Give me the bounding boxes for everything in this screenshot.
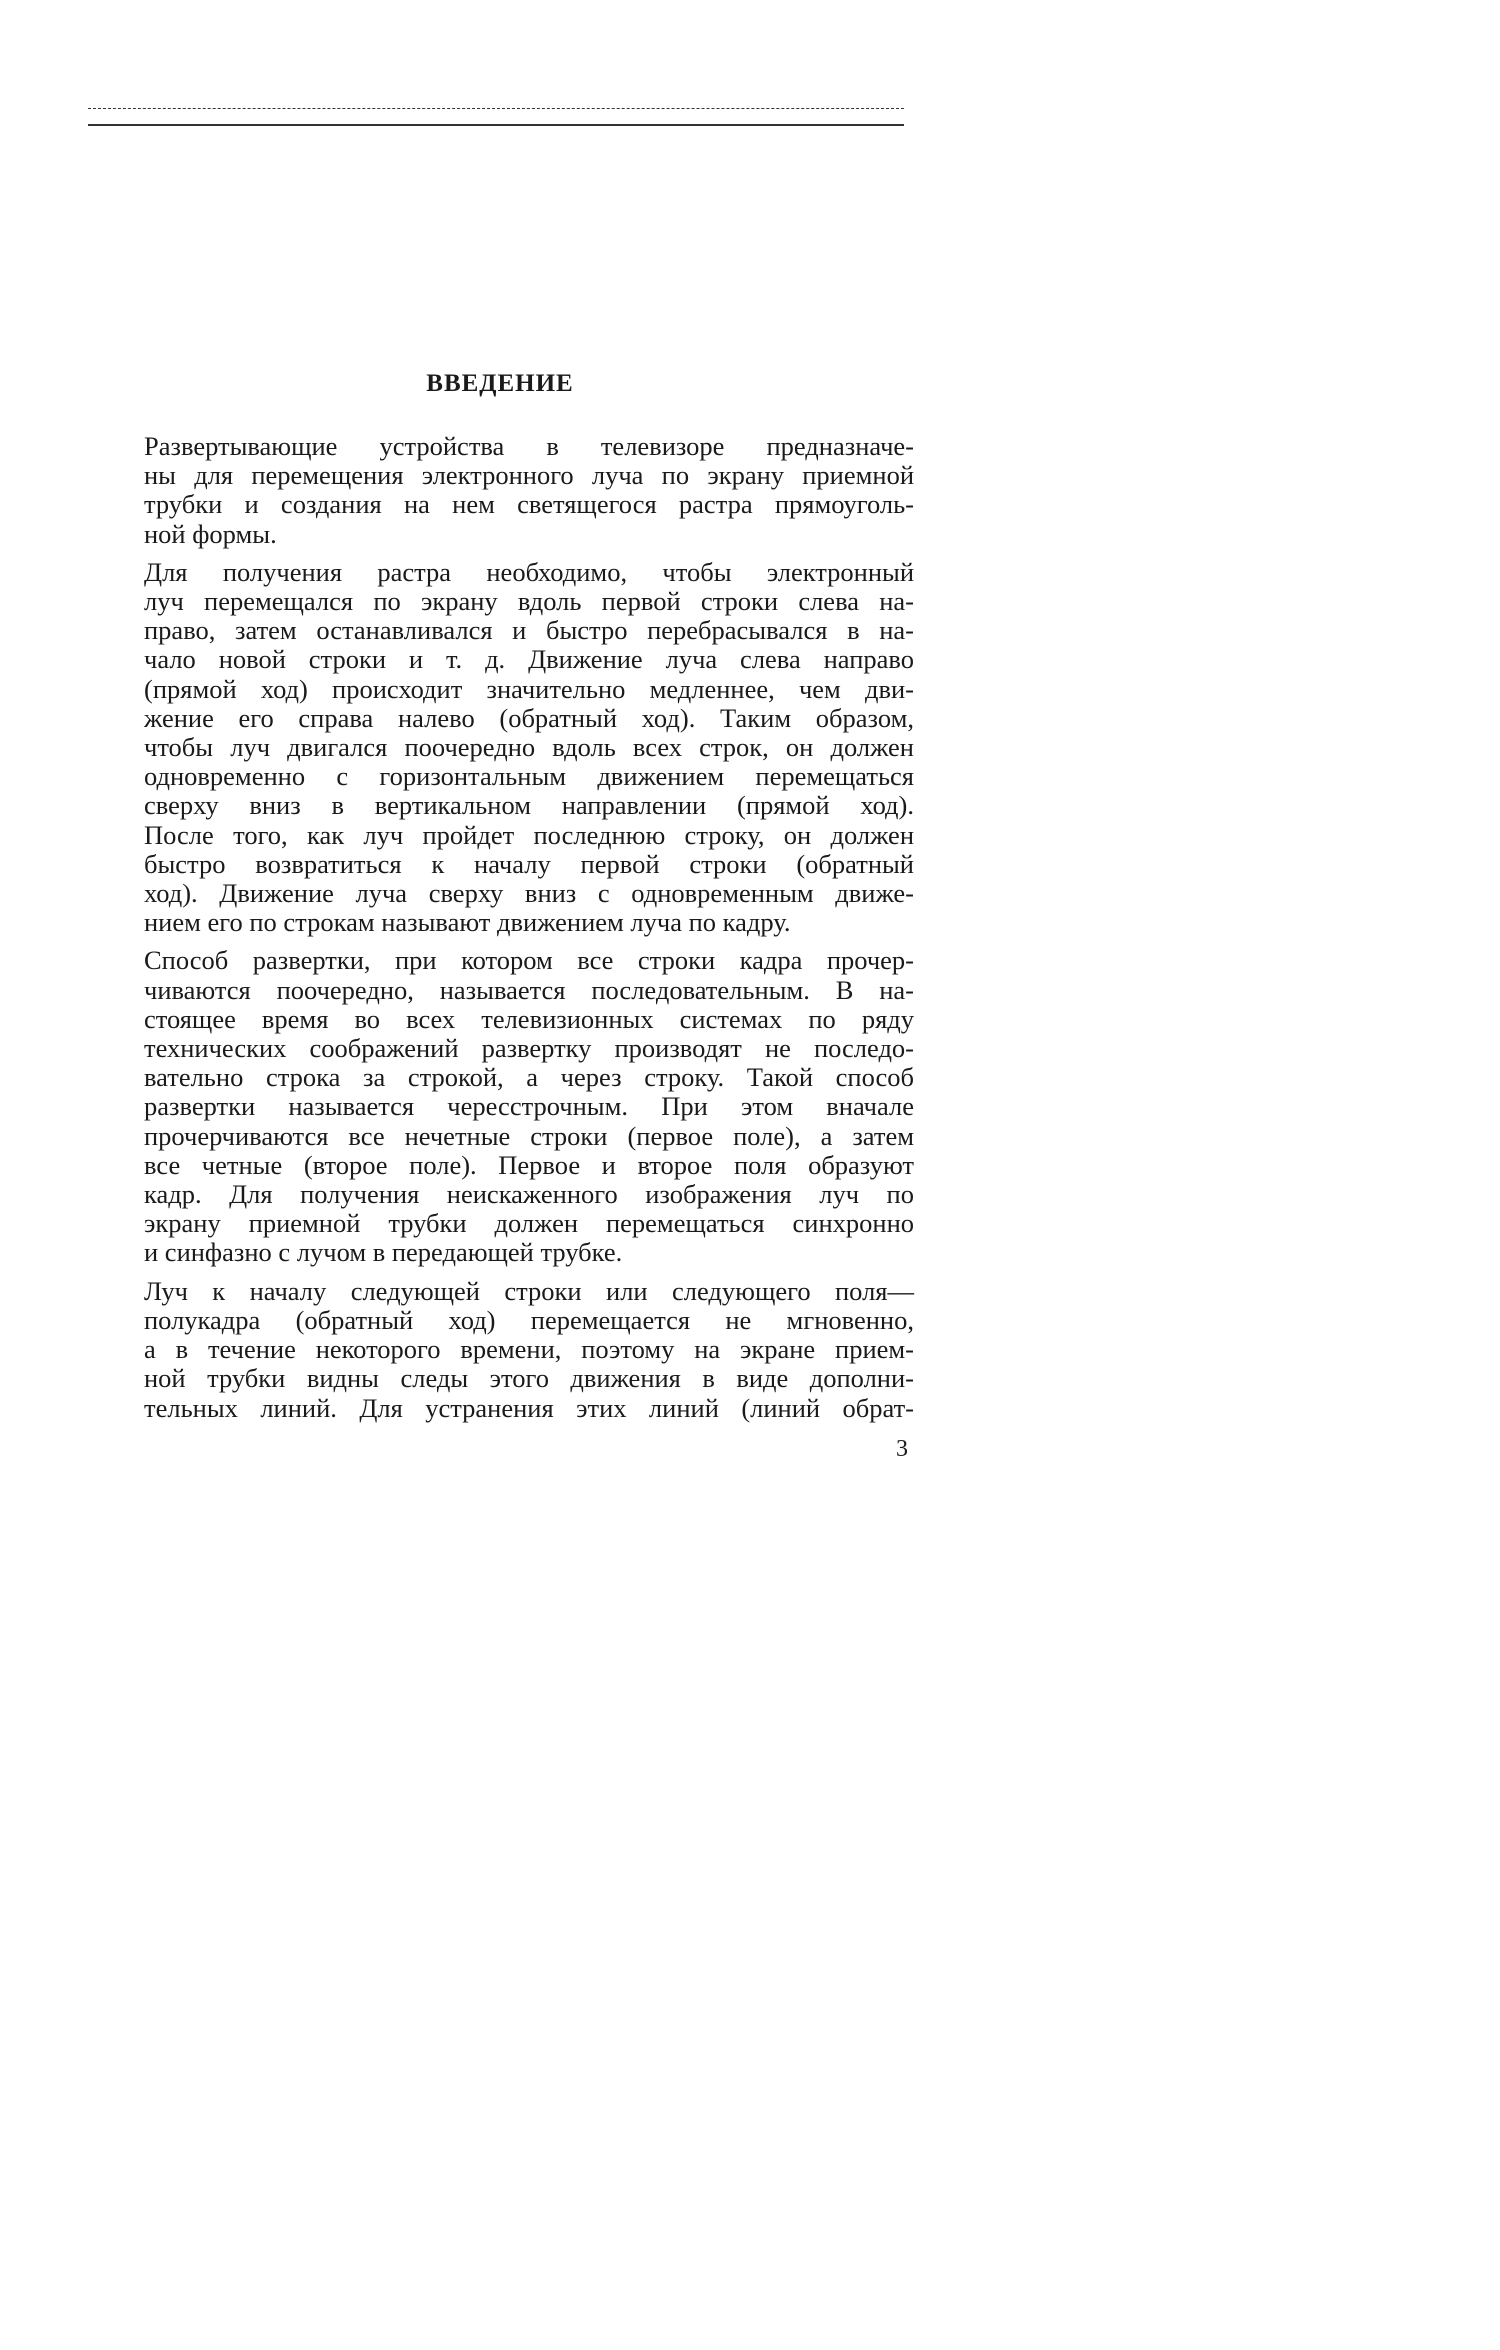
text-line: Развертывающие устройства в телевизоре предназначе- (144, 431, 914, 461)
text-line: все четные (второе поле). Первое и второе поля образуют (144, 1149, 914, 1180)
text-line: нием его по строкам называют движением луча по кадру. (144, 907, 791, 938)
text-line: вательно строка за строкой, а через строку. Такой способ (144, 1062, 914, 1093)
text-line: Для получения растра необходимо, чтобы электронный (144, 556, 914, 587)
text-line: а в течение некоторого времени, поэтому на экране прием- (144, 1334, 914, 1365)
text-line: экрану приемной трубки должен перемещаться синхронно (144, 1208, 914, 1239)
chapter-heading: ВВЕДЕНИЕ (426, 370, 574, 397)
text-line: Способ развертки, при котором все строки кадра прочер- (144, 945, 914, 976)
text-line: чтобы луч двигался поочередно вдоль всех строк, он должен (144, 732, 914, 763)
text-line: ход). Движение луча сверху вниз с одновременным движе- (144, 878, 914, 909)
text-line: Луч к началу следующей строки или следующего поля— (144, 1275, 914, 1306)
text-line: трубки и создания на нем светящегося растра прямоуголь- (144, 489, 914, 520)
text-line: жение его справа налево (обратный ход). Таким образом, (144, 702, 914, 733)
paragraph-4 (100, 1277, 914, 1423)
text-line: ной формы. (144, 518, 277, 549)
text-line: стоящее время во всех телевизионных системах по ряду (144, 1003, 914, 1034)
header-rule-top (88, 108, 904, 109)
text-line: ной трубки видны следы этого движения в виде дополни- (144, 1363, 914, 1394)
text-line: кадр. Для получения неискаженного изображения луч по (144, 1179, 914, 1210)
text-line: чало новой строки и т. д. Движение луча слева направо (144, 644, 914, 675)
text-line: одновременно с горизонтальным движением перемещаться (144, 761, 914, 792)
text-line: (прямой ход) происходит значительно медленнее, чем дви- (144, 673, 914, 704)
text-line: быстро возвратиться к началу первой строки (обратный (144, 848, 914, 879)
text-line: чиваются поочередно, называется последовательным. В на- (144, 974, 914, 1005)
text-line: сверху вниз в вертикальном направлении (прямой ход). (144, 790, 914, 821)
text-line: и синфазно с лучом в передающей трубке. (144, 1237, 623, 1268)
text-line: технических соображений развертку производят не последо- (144, 1033, 914, 1064)
text-line: ны для перемещения электронного луча по экрану приемной (144, 460, 914, 491)
text-line: развертки называется чересстрочным. При этом вначале (144, 1091, 914, 1122)
paragraph-2 (100, 558, 914, 938)
body-text (100, 432, 914, 1432)
paragraph-3 (100, 946, 914, 1267)
page-number: 3 (896, 1436, 908, 1462)
paragraph-1 (100, 432, 914, 549)
text-line: полукадра (обратный ход) перемещается не мгновенно, (144, 1304, 914, 1335)
text-line: луч перемещался по экрану вдоль первой строки слева на- (144, 586, 914, 617)
header-rule-bottom (88, 124, 904, 126)
text-line: тельных линий. Для устранения этих линий (линий обрат- (144, 1392, 914, 1423)
text-line: право, затем останавливался и быстро перебрасывался в на- (144, 615, 914, 646)
text-line: После того, как луч пройдет последнюю строку, он должен (144, 819, 914, 850)
text-line: прочерчиваются все нечетные строки (первое поле), а затем (144, 1120, 914, 1151)
